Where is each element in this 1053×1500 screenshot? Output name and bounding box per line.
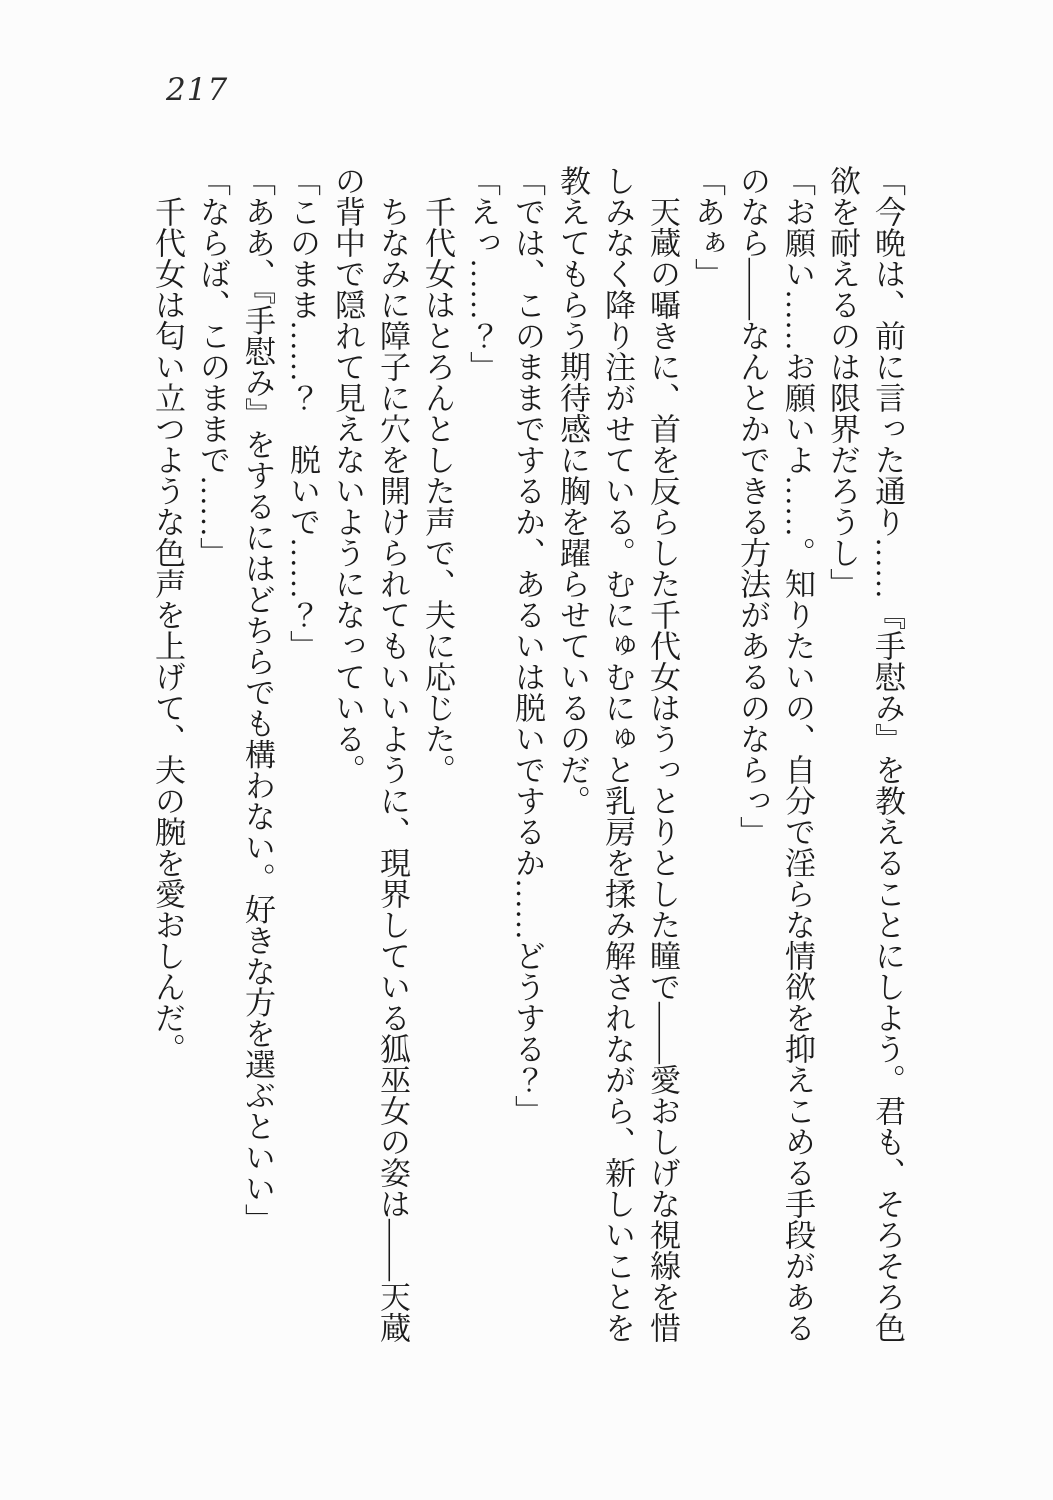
page-text	[145, 165, 910, 1343]
narrative-paragraph: 天蔵の囁きに、首を反らした千代女はうっとりとした瞳で——愛おしげな視線を惜しみなく降り注がせている。むにゅむにゅと乳房を揉み解されながら、新しいことを教えてもらう期待感に胸を躍らせているのだ。	[555, 165, 680, 1343]
narrative-paragraph: ちなみに障子に穴を開けられてもいいように、現界している狐巫女の姿は——天蔵の背中で隠れて見えないようになっている。	[330, 165, 410, 1343]
dialogue-paragraph: 「では、このままでするか、あるいは脱いでするか……どうする？」	[510, 165, 545, 1126]
dialogue-paragraph: 「今晩は、前に言った通り……『手慰み』を教えることにしよう。君も、そろそろ色欲を耐えるのは限界だろうし」	[825, 165, 905, 1343]
narrative-paragraph: 千代女は匂い立つような色声を上げて、夫の腕を愛おしんだ。	[150, 196, 185, 1064]
dialogue-paragraph: 「ならば、このままで……」	[195, 165, 230, 568]
dialogue-paragraph: 「あぁ」	[690, 165, 725, 289]
page-number: 217	[166, 72, 229, 108]
dialogue-paragraph: 「お願い……お願いよ……。知りたいの、自分で淫らな情欲を抑えこめる手段があるのなら——なんとかできる方法があるのならっ」	[735, 165, 815, 1343]
narrative-paragraph: 千代女はとろんとした声で、夫に応じた。	[420, 196, 455, 785]
dialogue-paragraph: 「このまま……？ 脱いで……？」	[285, 165, 320, 661]
dialogue-paragraph: 「えっ……？」	[465, 165, 500, 382]
dialogue-paragraph: 「ああ、『手慰み』をするにはどちらでも構わない。好きな方を選ぶといい」	[240, 165, 275, 1235]
